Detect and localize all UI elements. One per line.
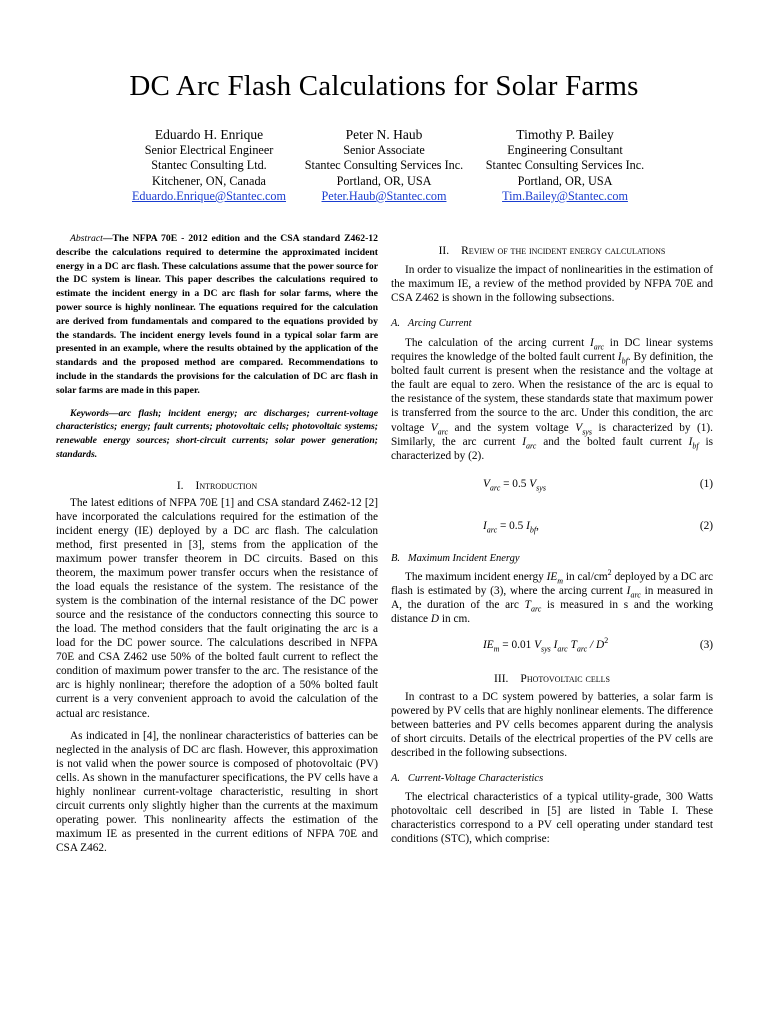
author-role: Senior Associate: [343, 143, 425, 157]
author-location: Portland, OR, USA: [336, 173, 432, 188]
paper-title: DC Arc Flash Calculations for Solar Farms: [129, 70, 639, 102]
intro-paragraph-1: The latest editions of NFPA 70E [1] and CSA standard Z462-12 [2] have incorporated the calculations required for the estimation of the incident energy (IE) deployed by a DC arc flash. The calculation method, first presented in [3], stems from the application of the maximum power transfer theorem in DC circuits. Based on this theorem, the maximum power transfer occurs when the resistance of the load equals the resistance of the system. The resistance of the system is the combination of the internal resistance of the DC power source and the resistance of the conductors connecting this source to the load. The method considers that the fault originating the arc is a load for the DC power source. The calculations described in NFPA 70E and CSA Z462 use 50% of the bolted fault current to reflect the condition of maximum power transfer to the arc. The resistance of the arc is highly nonlinear; therefore the adoption of a 50% bolted fault current is a very convenient approach to avoid the calculation of the actual arc resistance.: [56, 496, 378, 720]
equation-3: $IE_m = 0.01$ $V_{sys}$ $I_{arc}$ $T_{arc} / D^2$ (3): [483, 636, 713, 654]
right-column: [391, 244, 713, 846]
author-org: Stantec Consulting Ltd.: [151, 158, 267, 173]
author-location: Portland, OR, USA: [517, 173, 613, 188]
arcing-current-paragraph: The calculation of the arcing current $I_{arc}$ in DC linear systems requires the knowledge of the bolted fault current $I_{bf}$. By definition, the bolted fault current is present when the resistance and the voltage at the fault are equal to zero. When the resistance of the arc is equal to the resistance of the system, these standards state that maximum power is transferred from the source to the arc. Under this condition, the arc voltage $V_{arc}$ and the system voltage $V_{sys}$ is characterized by (1). Similarly, the arc current $I_{arc}$ and the bolted fault current $I_{bf}$ is characterized by (2).: [391, 337, 714, 462]
author-email-link[interactable]: Tim.Bailey@Stantec.com: [502, 188, 628, 203]
author-name: Peter N. Haub: [345, 127, 423, 142]
equation-2: $I_{arc} = 0.5$ $I_{bf}$, (2): [483, 519, 713, 534]
subsection-heading-arcing-current: A. Arcing Current: [391, 318, 472, 330]
author-location: Kitchener, ON, Canada: [152, 173, 266, 188]
abstract-label: Abstract: [70, 233, 103, 244]
keywords: Keywords—arc flash; incident energy; arc discharges; current-voltage characteristics; energy; fault currents; photovoltaic cells; photovoltaic systems; renewable energy sources; short-circuit currents; solar power generation; standards.: [56, 407, 378, 460]
author-name: Eduardo H. Enrique: [154, 127, 264, 142]
max-incident-energy-paragraph: The maximum incident energy $IE_m$ in cal/$cm^2$ deployed by a DC arc flash is estimated by (3), where the arcing current $I_{arc}$ in measured in A, the duration of the arc $T_{arc}$ is measured in s and the working distance D in cm.: [391, 567, 714, 625]
author-3: [450, 126, 680, 204]
section-heading-introduction: I. Introduction: [176, 479, 258, 492]
subsection-heading-current-voltage: A. Current-Voltage Characteristics: [391, 773, 544, 785]
author-role: Senior Electrical Engineer: [144, 143, 274, 157]
section-heading-photovoltaic-cells: III. Photovoltaic cells: [494, 672, 610, 685]
intro-paragraph-2: As indicated in [4], the nonlinear characteristics of batteries can be neglected in the analysis of DC arc flash. However, this approximation is not valid when the power source is composed of photovoltaic (PV) cells. As shown in the manufacturer specifications, the PV cells have a highly nonlinear current-voltage characteristic, resulting in short circuit currents only slightly higher than the currents at the maximum operating power. This nonlinearity affects the estimation of the maximum IE as presented in the current editions of NFPA 70E and CSA Z462.: [56, 729, 378, 854]
author-role: Engineering Consultant: [507, 143, 623, 157]
abstract-text: The NFPA 70E - 2012 edition and the CSA standard Z462-12 describe the calculations required to determine the approximated incident energy in a DC arc flash. These calculations assume that the power source for the DC system is linear. This paper describes the calculations required to estimate the incident energy in a DC arc flash for solar farms, where the power source is highly nonlinear. The equations required for the calculation are derived from fundamentals and compared to the equations provided by the standards. The incident energy levels found in a typical solar farm are presented in an example, where the results obtained by the application of the standards and the proposed method are compared. Recommendations to include in the standards the provisions for the calculation of DC arc flash in solar farms are made in this paper.: [56, 233, 378, 396]
review-paragraph: In order to visualize the impact of nonlinearities in the estimation of the maximum IE, a review of the method provided by NFPA 70E and CSA Z462 is shown in the following subsections.: [391, 264, 713, 305]
subsection-heading-max-incident-energy: B. Maximum Incident Energy: [391, 552, 520, 564]
author-org: Stantec Consulting Services Inc.: [304, 158, 464, 173]
abstract: Abstract—The NFPA 70E - 2012 edition and the CSA standard Z462-12 describe the calculations required to determine the approximated incident energy in a DC arc flash. These calculations assume that the power source for the DC system is linear. This paper describes the calculations required to estimate the incident energy in a DC arc flash for solar farms, where the power source is highly nonlinear. The equations required for the calculation are derived from fundamentals and compared to the equations provided by the standards. The incident energy levels found in a typical solar farm are presented in an example, where the results obtained by the application of the standards and the proposed method are compared. Recommendations to include in the standards the provisions for the calculation of DC arc flash in solar farms are made in this paper.: [56, 233, 378, 396]
author-email-link[interactable]: Peter.Haub@Stantec.com: [321, 188, 447, 203]
equation-number: (3): [699, 638, 713, 651]
current-voltage-paragraph: The electrical characteristics of a typical utility-grade, 300 Watts photovoltaic cell described in [5] are listed in Table I. These characteristics correspond to a PV cell operating under standard test conditions (STC), which comprise:: [391, 791, 713, 846]
left-column: [56, 232, 378, 855]
section-heading-review: II. Review of the incident energy calculations: [438, 245, 666, 257]
author-org: Stantec Consulting Services Inc.: [485, 158, 645, 173]
author-block: [0, 126, 768, 206]
author-email-link[interactable]: Eduardo.Enrique@Stantec.com: [131, 188, 287, 203]
equation-number: (1): [699, 477, 713, 490]
equation-1: $V_{arc} = 0.5$ $V_{sys}$ (1): [483, 477, 713, 492]
pv-paragraph: In contrast to a DC system powered by batteries, a solar farm is powered by PV cells that are highly nonlinear elements. The difference between batteries and PV cells becomes apparent during the analysis of short circuits. Details of the electrical properties of the PV cells are described in the following subsections.: [391, 690, 713, 760]
author-name: Timothy P. Bailey: [516, 127, 614, 142]
equation-number: (2): [699, 519, 713, 532]
